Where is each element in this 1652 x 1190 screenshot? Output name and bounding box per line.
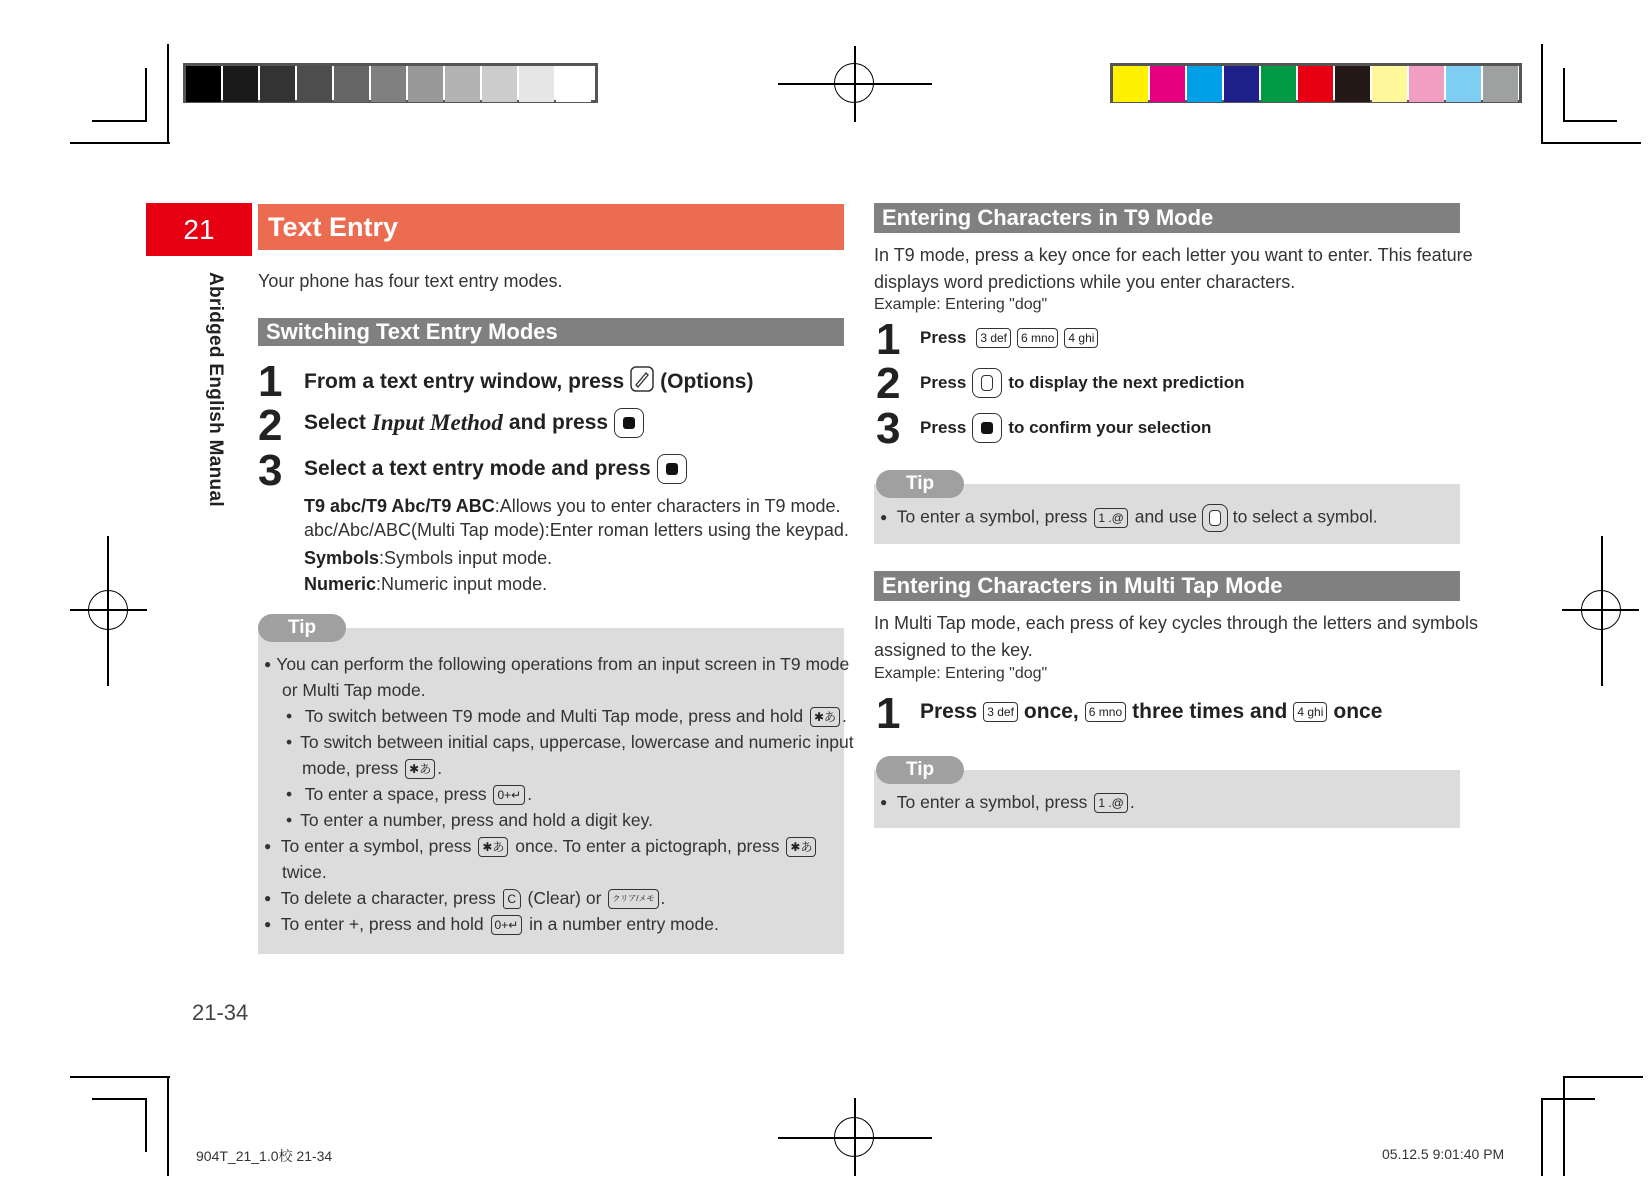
color-swatch xyxy=(1372,66,1407,102)
step-3-text xyxy=(304,454,687,484)
step-number: 1 xyxy=(258,357,283,406)
tip-text: and use xyxy=(1134,506,1197,527)
nav-key-icon xyxy=(1202,504,1228,532)
mode-term: Symbols xyxy=(304,548,380,568)
tip-line: • To switch between T9 mode and Multi Tap mode, press and hold ✱あ . xyxy=(286,704,847,728)
step-number: 1 xyxy=(876,315,901,364)
zero-key-icon: 0+↵ xyxy=(493,785,525,805)
side-title: Abridged English Manual xyxy=(205,272,226,507)
color-swatch xyxy=(1224,66,1259,102)
color-swatch xyxy=(1409,66,1444,102)
mode-desc xyxy=(304,548,552,569)
color-swatch xyxy=(260,66,295,102)
star-key-icon: ✱あ xyxy=(810,707,840,727)
mode-term: Numeric xyxy=(304,574,377,594)
mode-text: abc/Abc/ABC(Multi Tap mode):Enter roman letters using the keypad. xyxy=(304,520,849,540)
color-swatch xyxy=(408,66,443,102)
key-3-icon: 3 def xyxy=(983,702,1018,722)
tip-text: To enter +, press and hold xyxy=(280,914,484,934)
t9-step-2 xyxy=(920,368,1244,398)
multitap-paragraph: assigned to the key. xyxy=(874,640,1033,660)
mode-text: :Numeric input mode. xyxy=(376,574,548,594)
tip-line: ● You can perform the following operations from an input screen in T9 mode xyxy=(264,652,849,676)
multitap-once-label: once, xyxy=(1023,700,1079,723)
key-3-icon: 3 def xyxy=(976,328,1011,348)
crosshair-circle xyxy=(834,63,874,103)
tip-text: To enter a space, press xyxy=(304,784,487,804)
nav-key-icon xyxy=(972,368,1002,398)
color-swatch xyxy=(371,66,406,102)
tip-text: in a number entry mode. xyxy=(529,914,719,934)
color-swatch xyxy=(186,66,221,102)
step-2-label-a: Select xyxy=(304,411,366,434)
step-number: 3 xyxy=(876,404,901,453)
pencil-key-icon xyxy=(630,366,654,398)
color-swatch xyxy=(445,66,480,102)
crop-line xyxy=(92,120,146,122)
section-multitap-mode: Entering Characters in Multi Tap Mode xyxy=(874,571,1460,601)
star-key-icon: ✱あ xyxy=(478,837,508,857)
t9-step-3 xyxy=(920,413,1211,443)
t9-paragraph: In T9 mode, press a key once for each letter you want to enter. This feature xyxy=(874,245,1473,265)
crop-line xyxy=(167,1076,169,1176)
crop-line xyxy=(1563,68,1565,122)
tip-text: mode, press xyxy=(302,758,399,778)
color-swatch xyxy=(1483,66,1518,102)
multitap-paragraph: In Multi Tap mode, each press of key cycles through the letters and symbols xyxy=(874,613,1478,633)
tip-label: Tip xyxy=(876,470,964,498)
page-title: Text Entry xyxy=(258,204,844,250)
multitap-example: Example: Entering "dog" xyxy=(874,665,1048,682)
star-key-icon: ✱あ xyxy=(405,759,435,779)
tip-line xyxy=(264,912,719,936)
key-1-icon: 1 .@ xyxy=(1094,508,1128,528)
crosshair-circle xyxy=(88,590,128,630)
tip-line: twice. xyxy=(282,862,327,882)
t9-paragraph: displays word predictions while you enter characters. xyxy=(874,272,1296,292)
t9-step-2-label-b: to display the next prediction xyxy=(1008,373,1245,392)
crop-line xyxy=(1541,44,1543,144)
step-1-suffix: (Options) xyxy=(660,370,754,393)
color-swatch xyxy=(1335,66,1370,102)
multitap-press-label: Press xyxy=(920,700,978,723)
step-2-label-b: and press xyxy=(508,411,609,434)
tip-text: To delete a character, press xyxy=(280,888,496,908)
key-6-icon: 6 mno xyxy=(1017,328,1058,348)
section-t9-mode: Entering Characters in T9 Mode xyxy=(874,203,1460,233)
crop-line xyxy=(1541,1098,1543,1176)
tip-text: once. To enter a pictograph, press xyxy=(515,836,780,856)
color-swatch xyxy=(223,66,258,102)
center-key-icon xyxy=(614,408,644,438)
crop-line xyxy=(1541,1098,1595,1100)
tip-text: To enter a symbol, press xyxy=(280,836,472,856)
step-number: 2 xyxy=(876,359,901,408)
t9-step-3-label-b: to confirm your selection xyxy=(1008,418,1212,437)
tip-line: • To enter a number, press and hold a digit key. xyxy=(286,808,653,832)
t9-step-1-label: Press xyxy=(920,328,967,347)
step-number: 1 xyxy=(876,689,901,738)
key-1-icon: 1 .@ xyxy=(1094,793,1128,813)
color-swatch xyxy=(1150,66,1185,102)
color-swatch xyxy=(297,66,332,102)
tip-line xyxy=(264,834,818,858)
tip-text: To switch between T9 mode and Multi Tap mode, press and hold xyxy=(304,706,804,726)
color-swatch xyxy=(1446,66,1481,102)
step-number: 2 xyxy=(258,401,283,450)
step-1-label: From a text entry window, press xyxy=(304,370,625,393)
multitap-step-1 xyxy=(920,700,1382,724)
crop-line xyxy=(1541,142,1641,144)
color-swatch xyxy=(334,66,369,102)
tip-text: To enter a symbol, press xyxy=(896,792,1088,812)
tip-text: to select a symbol. xyxy=(1232,506,1378,527)
mode-desc xyxy=(304,496,841,517)
mode-text: :Allows you to enter characters in T9 mode. xyxy=(494,496,841,516)
crop-line xyxy=(167,44,169,144)
mode-text: :Symbols input mode. xyxy=(379,548,553,568)
crop-line xyxy=(70,1076,170,1078)
key-6-icon: 6 mno xyxy=(1085,702,1126,722)
t9-step-1 xyxy=(920,328,1100,348)
crosshair-circle xyxy=(834,1117,874,1157)
tip-line: • To enter a space, press 0+↵ . xyxy=(286,782,532,806)
star-key-icon: ✱あ xyxy=(786,837,816,857)
crop-line xyxy=(1563,1076,1565,1176)
step-number: 3 xyxy=(258,446,283,495)
step-2-text xyxy=(304,408,644,438)
color-swatch xyxy=(1113,66,1148,102)
crop-line xyxy=(145,68,147,122)
memo-key-icon: クリア/メモ xyxy=(608,889,658,909)
tip-line: • To switch between initial caps, uppercase, lowercase and numeric input xyxy=(286,730,854,754)
step-1-text xyxy=(304,366,753,398)
tip-text: (Clear) or xyxy=(527,888,602,908)
key-4-icon: 4 ghi xyxy=(1064,328,1098,348)
tip-text: To enter a symbol, press xyxy=(896,506,1088,527)
step-3-label: Select a text entry mode and press xyxy=(304,457,651,480)
page-number: 21-34 xyxy=(192,1000,249,1025)
center-key-icon xyxy=(657,454,687,484)
crosshair-circle xyxy=(1581,590,1621,630)
color-swatch xyxy=(1261,66,1296,102)
tip-line: ● To enter a symbol, press 1 .@ . xyxy=(880,790,1135,814)
zero-key-icon: 0+↵ xyxy=(491,915,523,935)
crop-line xyxy=(92,1098,146,1100)
t9-example: Example: Entering "dog" xyxy=(874,296,1048,313)
intro-text: Your phone has four text entry modes. xyxy=(258,271,563,291)
color-swatch xyxy=(519,66,554,102)
clear-key-icon: C xyxy=(503,889,521,909)
color-swatch xyxy=(556,66,591,102)
t9-step-2-label-a: Press xyxy=(920,373,967,392)
center-key-icon xyxy=(972,413,1002,443)
color-swatch xyxy=(1187,66,1222,102)
mode-desc xyxy=(304,520,849,541)
tip-line xyxy=(880,504,1378,532)
mode-desc xyxy=(304,574,547,595)
tip-label: Tip xyxy=(258,614,346,642)
multitap-three-times-label: three times and xyxy=(1132,700,1288,723)
footer-file-info: 904T_21_1.0校 21-34 xyxy=(196,1148,333,1164)
crop-line xyxy=(145,1098,147,1152)
tip-line: ● To delete a character, press C (Clear) or クリア/メモ . xyxy=(264,886,665,910)
step-2-menu-item: Input Method xyxy=(371,410,503,435)
crop-line xyxy=(1563,120,1617,122)
crop-line xyxy=(1563,1076,1643,1078)
tip-line: mode, press ✱あ . xyxy=(302,758,443,778)
tip-label: Tip xyxy=(876,756,964,784)
tip-line: or Multi Tap mode. xyxy=(282,680,426,700)
page-tab-number: 21 xyxy=(146,203,252,256)
key-4-icon: 4 ghi xyxy=(1293,702,1327,722)
crop-line xyxy=(70,142,170,144)
t9-step-3-label-a: Press xyxy=(920,418,967,437)
color-swatch xyxy=(1298,66,1333,102)
section-switching-modes: Switching Text Entry Modes xyxy=(258,318,844,346)
footer-timestamp: 05.12.5 9:01:40 PM xyxy=(1382,1146,1505,1162)
mode-term: T9 abc/T9 Abc/T9 ABC xyxy=(304,496,495,516)
multitap-once-label: once xyxy=(1333,700,1383,723)
color-swatch xyxy=(482,66,517,102)
